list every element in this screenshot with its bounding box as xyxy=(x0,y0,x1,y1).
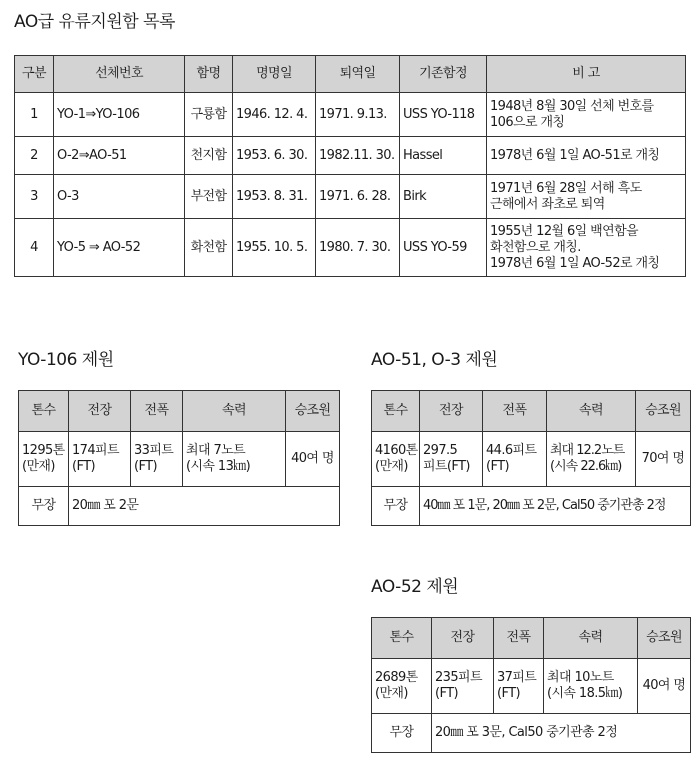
speed-cell xyxy=(547,432,636,487)
row-name: 천지함 xyxy=(185,137,233,175)
cell-line: 33피트 xyxy=(134,443,174,458)
row-former: Birk xyxy=(400,175,487,219)
row-hull: YO-1⇒YO-106 xyxy=(54,93,185,137)
header-tonnage: 톤수 xyxy=(372,618,432,659)
note-line: 근해에서 좌초로 퇴역 xyxy=(490,196,605,212)
cell-line: 최대 7노트 xyxy=(186,443,246,458)
header-named: 명명일 xyxy=(233,56,316,93)
header-tonnage: 톤수 xyxy=(372,391,420,432)
ao51-spec-table xyxy=(371,390,691,526)
tonnage-cell xyxy=(372,432,420,487)
row-former: USS YO-118 xyxy=(400,93,487,137)
row-notes xyxy=(487,219,686,277)
ao52-spec-table xyxy=(371,617,691,753)
note-line: 1971년 6월 28일 서해 흑도 xyxy=(490,180,642,196)
armament-row xyxy=(372,487,691,526)
header-notes: 비 고 xyxy=(487,56,686,93)
header-speed: 속력 xyxy=(547,391,636,432)
note-line: 106으로 개칭 xyxy=(490,114,565,130)
header-crew: 승조원 xyxy=(638,618,691,659)
row-no: 4 xyxy=(15,219,54,277)
length-cell xyxy=(432,659,494,714)
row-name: 화천함 xyxy=(185,219,233,277)
row-hull: YO-5 ⇒ AO-52 xyxy=(54,219,185,277)
header-retired: 퇴역일 xyxy=(316,56,400,93)
header-no: 구분 xyxy=(15,56,54,93)
header-crew: 승조원 xyxy=(636,391,691,432)
header-speed: 속력 xyxy=(544,618,638,659)
cell-line: (시속 22.6㎞) xyxy=(550,459,622,474)
row-no: 3 xyxy=(15,175,54,219)
crew-cell: 40여 명 xyxy=(638,659,691,714)
note-line: 1955년 12월 6일 백연함을 xyxy=(490,223,639,239)
header-speed: 속력 xyxy=(183,391,286,432)
cell-line: 235피트 xyxy=(435,670,482,685)
cell-line: 37피트 xyxy=(497,670,537,685)
table-row xyxy=(15,219,686,277)
armament-label: 무장 xyxy=(372,714,432,753)
spec-row xyxy=(372,432,691,487)
row-retired: 1980. 7. 30. xyxy=(316,219,400,277)
note-line: 화천함으로 개칭. xyxy=(490,239,581,255)
table-row xyxy=(15,93,686,137)
table-row xyxy=(15,175,686,219)
ao51-title: AO-51, O-3 제원 xyxy=(371,350,498,370)
armament-value: 20㎜ 포 2문 xyxy=(69,487,340,526)
row-retired: 1982.11. 30. xyxy=(316,137,400,175)
main-title: AO급 유류지원함 목록 xyxy=(14,12,175,32)
cell-line: (시속 13㎞) xyxy=(186,459,251,474)
cell-line: (만재) xyxy=(22,459,55,474)
note-line: 1978년 6월 1일 AO-52로 개칭 xyxy=(490,255,660,271)
length-cell xyxy=(420,432,483,487)
row-retired: 1971. 6. 28. xyxy=(316,175,400,219)
tonnage-cell xyxy=(372,659,432,714)
cell-line: (만재) xyxy=(375,686,408,701)
row-notes xyxy=(487,175,686,219)
speed-cell xyxy=(544,659,638,714)
header-beam: 전폭 xyxy=(131,391,183,432)
cell-line: 1295톤 xyxy=(22,443,65,458)
cell-line: (FT) xyxy=(486,459,509,474)
cell-line: 2689톤 xyxy=(375,670,418,685)
row-retired: 1971. 9.13. xyxy=(316,93,400,137)
cell-line: (시속 18.5㎞) xyxy=(547,686,623,701)
spec-header-row xyxy=(372,618,691,659)
row-hull: O-2⇒AO-51 xyxy=(54,137,185,175)
spec-header-row xyxy=(372,391,691,432)
cell-line: (FT) xyxy=(134,459,157,474)
beam-cell xyxy=(131,432,183,487)
row-hull: O-3 xyxy=(54,175,185,219)
cell-line: 피트(FT) xyxy=(423,459,470,474)
header-beam: 전폭 xyxy=(483,391,547,432)
header-crew: 승조원 xyxy=(286,391,340,432)
armament-row xyxy=(19,487,340,526)
crew-cell: 70여 명 xyxy=(636,432,691,487)
cell-line: 최대 12.2노트 xyxy=(550,443,625,458)
header-length: 전장 xyxy=(69,391,131,432)
armament-value: 40㎜ 포 1문, 20㎜ 포 2문, Cal50 중기관총 2정 xyxy=(420,487,691,526)
header-length: 전장 xyxy=(432,618,494,659)
row-former: Hassel xyxy=(400,137,487,175)
spec-row xyxy=(372,659,691,714)
row-former: USS YO-59 xyxy=(400,219,487,277)
row-notes xyxy=(487,137,686,175)
crew-cell: 40여 명 xyxy=(286,432,340,487)
row-named: 1953. 6. 30. xyxy=(233,137,316,175)
cell-line: (FT) xyxy=(72,459,95,474)
ao52-title: AO-52 제원 xyxy=(371,577,459,597)
beam-cell xyxy=(494,659,544,714)
armament-row xyxy=(372,714,691,753)
row-name: 부전함 xyxy=(185,175,233,219)
cell-line: 174피트 xyxy=(72,443,119,458)
note-line: 1978년 6월 1일 AO-51로 개칭 xyxy=(490,147,660,163)
cell-line: (FT) xyxy=(435,686,458,701)
cell-line: (FT) xyxy=(497,686,520,701)
ship-list-table xyxy=(14,55,686,277)
header-tonnage: 톤수 xyxy=(19,391,69,432)
row-no: 1 xyxy=(15,93,54,137)
table-row xyxy=(15,137,686,175)
header-name: 함명 xyxy=(185,56,233,93)
header-beam: 전폭 xyxy=(494,618,544,659)
table-header-row xyxy=(15,56,686,93)
yo106-title: YO-106 제원 xyxy=(18,350,114,370)
row-named: 1946. 12. 4. xyxy=(233,93,316,137)
length-cell xyxy=(69,432,131,487)
header-length: 전장 xyxy=(420,391,483,432)
header-hull: 선체번호 xyxy=(54,56,185,93)
armament-label: 무장 xyxy=(372,487,420,526)
row-name: 구룡함 xyxy=(185,93,233,137)
cell-line: 297.5 xyxy=(423,443,458,458)
row-named: 1953. 8. 31. xyxy=(233,175,316,219)
spec-header-row xyxy=(19,391,340,432)
armament-label: 무장 xyxy=(19,487,69,526)
row-named: 1955. 10. 5. xyxy=(233,219,316,277)
cell-line: (만재) xyxy=(375,459,408,474)
beam-cell xyxy=(483,432,547,487)
header-former: 기존함정 xyxy=(400,56,487,93)
spec-row xyxy=(19,432,340,487)
row-no: 2 xyxy=(15,137,54,175)
cell-line: 최대 10노트 xyxy=(547,670,614,685)
armament-value: 20㎜ 포 3문, Cal50 중기관총 2정 xyxy=(432,714,691,753)
cell-line: 44.6피트 xyxy=(486,443,537,458)
yo106-spec-table xyxy=(18,390,340,526)
cell-line: 4160톤 xyxy=(375,443,418,458)
row-notes xyxy=(487,93,686,137)
speed-cell xyxy=(183,432,286,487)
note-line: 1948년 8월 30일 선체 번호를 xyxy=(490,98,654,114)
tonnage-cell xyxy=(19,432,69,487)
